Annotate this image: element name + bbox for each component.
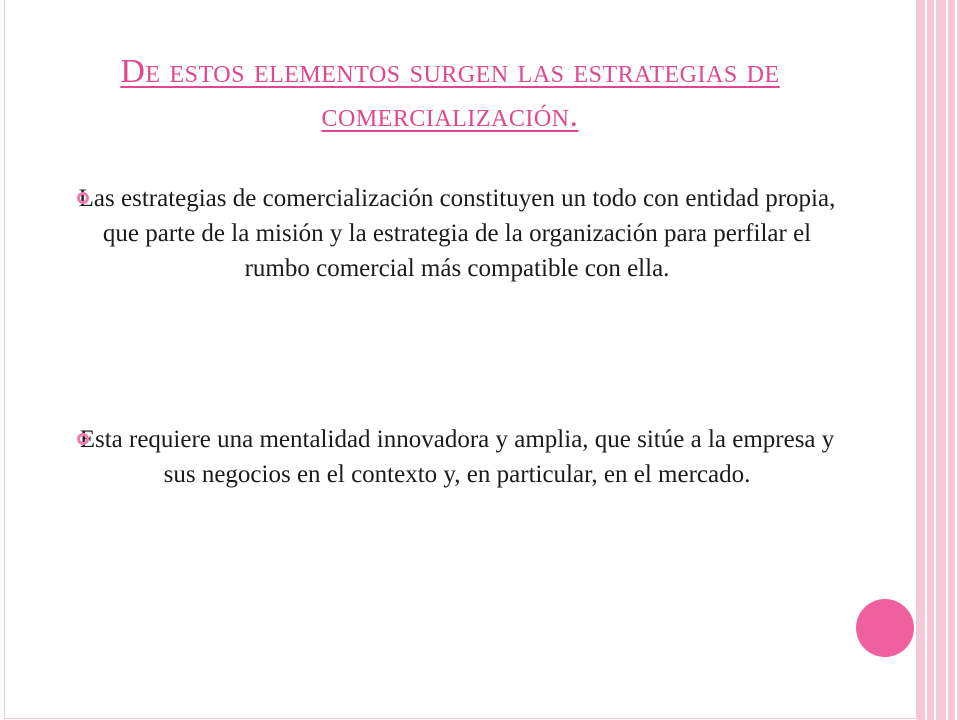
decorative-stripes — [917, 0, 960, 720]
bullet-item — [66, 422, 838, 492]
bullet-text: Las estrategias de comercialización constituyen un todo con entidad propia, que parte de la misión y la estrategia de la organización para perfilar el rumbo comercial más compatible con ella. — [78, 185, 836, 282]
accent-circle-icon — [856, 599, 914, 657]
bullet-item — [66, 181, 838, 286]
ring-bullet-icon — [77, 433, 89, 445]
bullet-text: Esta requiere una mentalidad innovadora y amplia, que sitúe a la empresa y sus negocios en el contexto y, en particular, en el mercado. — [79, 426, 835, 488]
slide-title: De estos elementos surgen las estrategias de comercialización. — [120, 53, 780, 135]
ring-bullet-icon — [77, 192, 89, 204]
